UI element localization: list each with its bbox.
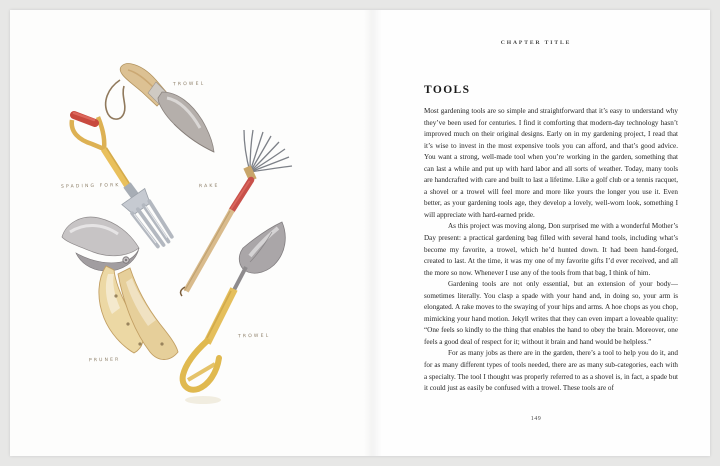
tool-label-rake: RAKE xyxy=(198,183,220,190)
trowel-bottom-illustration xyxy=(183,222,286,404)
paragraph: As this project was moving along, Don surprised me with a wonderful Mother’s Day present: a practical gardening bag filled with several hand tools, including what’s become my favorite, a trowel, which he’d hunted down. It had been hand-forged, created to last. At the time, it was my one of my favorite gifts I’d ever received, and all the more so now. Whenever I use any of the tools from that bag, I think of him. xyxy=(424,222,678,277)
paragraph: For as many jobs as there are in the garden, there’s a tool to help you do it, and for as many different types of tools needed, there are as many sub-categories, each with a specialty. The tool I thought was properly referred to as a shovel is, in fact, a spade but it could just as easily be confused with a trowel. These tools are of xyxy=(424,349,678,393)
paragraph: Most gardening tools are so simple and straightforward that it’s easy to understand why they’ve been used for centuries. I find it comforting that modern-day technology hasn’t improved much on their original designs. Early on in my gardening project, I read that it’s wise to invest in the most expensive tools you can afford, and that’s good advice. You want a strong, well-made tool when you’re working in the garden, something that can last a while and put up with hard labor and all sorts of weather. Today, many tools are handcrafted with care and built to last a lifetime. Like a golf club or a tennis racquet, a shovel or a trowel will feel more and more like yours the longer you use it. Even better, as your gardening tools age, they develop a lovely, well-worn look, something I will appreciate with hard-earned pride. xyxy=(424,107,678,219)
left-page xyxy=(10,10,372,456)
trowel-top-illustration xyxy=(106,64,214,152)
tool-label-pruner: PRUNER xyxy=(88,357,121,364)
paragraph: Gardening tools are not only essential, but an extension of your body—sometimes literally. You clasp a spade with your hand and, in doing so, your arm is elongated. A rake moves to the swaying of your hips and arms. A hoe chops as you chop, mimicking your hand motion. Jekyll writes that they can even impart a loveable quality: “One feels so kindly to the thing that enables the hand to obey the brain. Moreover, one feels a good deal of respect for it; without it brain and hand would be helpless.” xyxy=(424,280,678,346)
garden-tools-watercolor-illustration xyxy=(10,10,372,456)
chapter-heading: TOOLS xyxy=(424,84,471,96)
page-number: 149 xyxy=(530,416,542,422)
tool-label-trowel-top: TROWEL xyxy=(172,81,206,88)
book-spread xyxy=(10,10,710,456)
right-page xyxy=(372,10,710,456)
tool-label-spading-fork: SPADING FORK xyxy=(60,183,121,190)
tool-label-trowel-bottom: TROWEL xyxy=(237,333,271,340)
running-head: CHAPTER TITLE xyxy=(500,40,572,46)
body-text xyxy=(424,106,678,416)
rake-illustration xyxy=(181,130,292,296)
